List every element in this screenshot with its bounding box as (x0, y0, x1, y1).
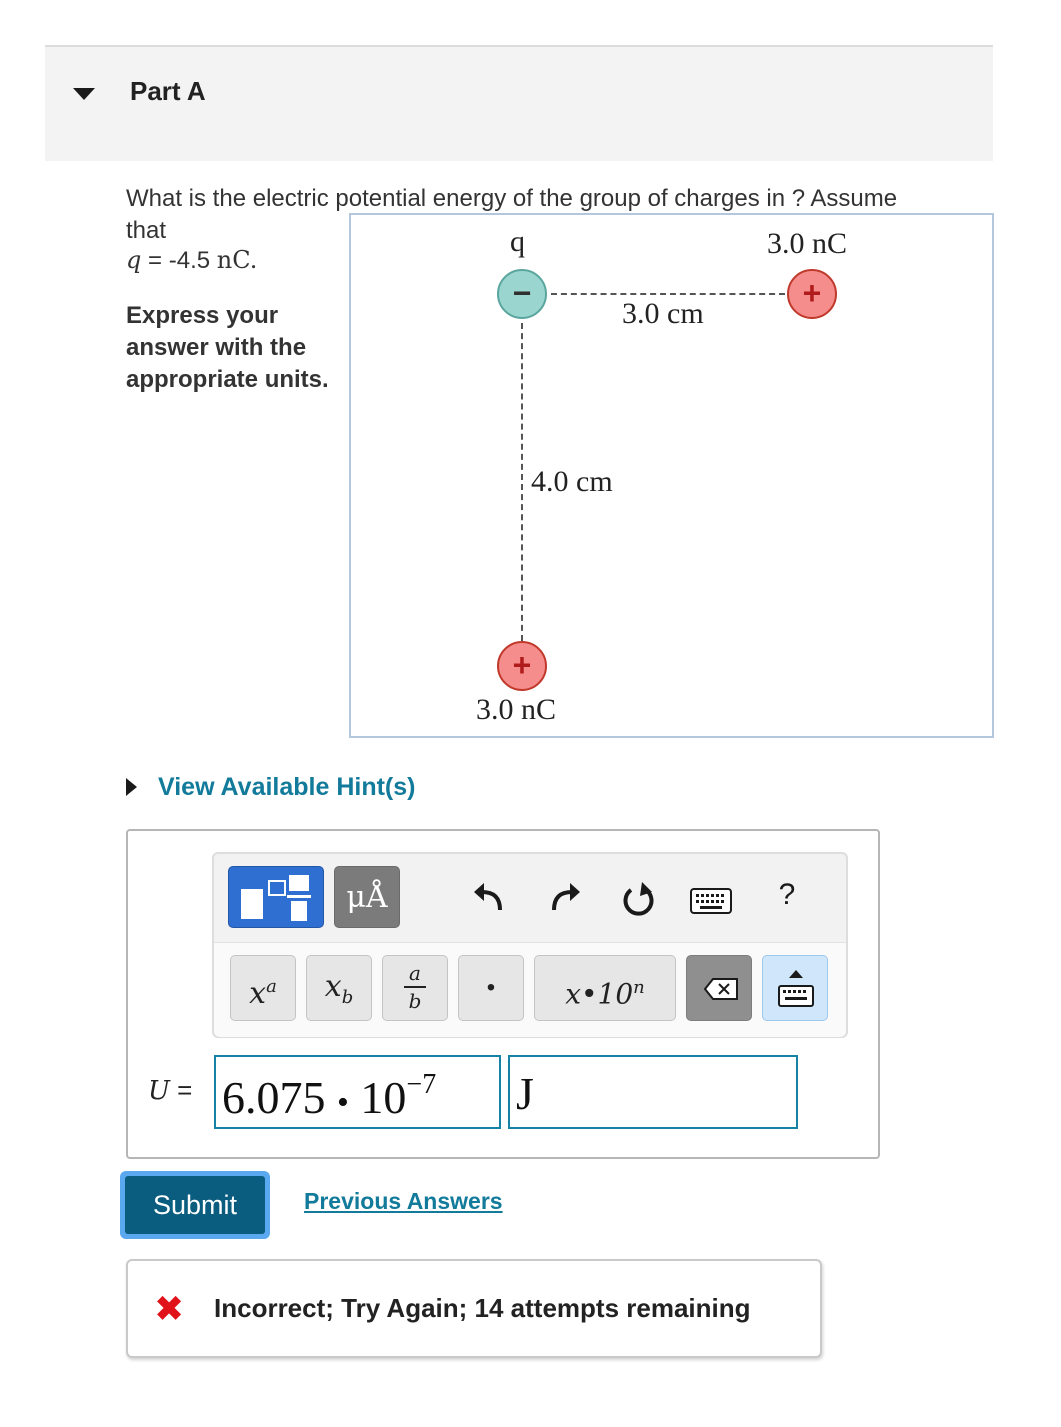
express-instructions: Express your answer with the appropriate units. (126, 302, 329, 393)
answer-var: U (148, 1076, 170, 1106)
bottom-positive-charge-icon: + (497, 641, 547, 691)
incorrect-icon: ✖ (154, 1288, 185, 1329)
answer-eq: = (169, 1075, 193, 1105)
charge-unit: nC. (216, 246, 258, 274)
charge-value (126, 246, 257, 275)
value-base: 10 (360, 1072, 407, 1123)
units-button[interactable]: μÅ (334, 866, 400, 928)
scientific-notation-button[interactable] (534, 955, 676, 1021)
unit-text: J (516, 1068, 534, 1119)
question-line2: that (126, 217, 167, 244)
sci-exp: n (633, 977, 645, 998)
backspace-icon (687, 956, 753, 1022)
charges-figure (349, 213, 994, 738)
redo-icon[interactable] (548, 880, 584, 916)
fraction-bar (404, 986, 426, 988)
positive-charge-icon: + (787, 269, 837, 319)
hint-expand-icon[interactable] (126, 778, 137, 796)
undo-icon[interactable] (470, 880, 506, 916)
subscript-sub: b (341, 987, 354, 1008)
keyboard-toggle-icon (763, 956, 829, 1022)
keyboard-toggle-button[interactable] (762, 955, 828, 1021)
previous-answers-link[interactable]: Previous Answers (304, 1188, 503, 1214)
view-hints-link[interactable]: View Available Hint(s) (158, 773, 416, 801)
fraction-numerator: a (409, 961, 421, 985)
backspace-button[interactable] (686, 955, 752, 1021)
templates-button[interactable] (228, 866, 324, 928)
horizontal-distance-label: 3.0 cm (622, 297, 704, 330)
answer-label (148, 1075, 192, 1106)
superscript-base: x (249, 976, 267, 1011)
q-label: q (510, 225, 525, 258)
templates-icon (229, 867, 325, 929)
vertical-dashed-line (521, 323, 523, 641)
subscript-base: x (324, 969, 342, 1004)
negative-charge-icon: − (497, 269, 547, 319)
keyboard-icon[interactable] (690, 888, 732, 914)
dot-button[interactable]: • (458, 955, 524, 1021)
value-text (222, 1068, 437, 1124)
fraction-button[interactable] (382, 955, 448, 1021)
superscript-button[interactable] (230, 955, 296, 1021)
reset-icon[interactable] (618, 880, 658, 920)
bottom-charge-label: 3.0 nC (476, 693, 557, 726)
charge-var: q (126, 246, 142, 274)
units-input[interactable] (508, 1055, 798, 1129)
vertical-distance-label: 4.0 cm (531, 465, 613, 498)
math-toolbar (212, 852, 848, 1038)
feedback-panel (126, 1259, 822, 1358)
toolbar-row-2 (214, 942, 846, 1037)
question-line1: What is the electric potential energy of the group of charges in ? Assume (126, 185, 898, 212)
value-times: • (337, 1084, 349, 1121)
feedback-message: Incorrect; Try Again; 14 attempts remaining (214, 1293, 751, 1323)
fraction-denominator: b (408, 989, 422, 1013)
top-right-charge-label: 3.0 nC (767, 227, 848, 260)
sci-label: x•10 (565, 977, 634, 1011)
value-input[interactable] (214, 1055, 501, 1129)
help-icon[interactable]: ? (778, 878, 796, 911)
part-title: Part A (130, 76, 206, 106)
value-exponent: −7 (406, 1068, 437, 1100)
collapse-triangle-icon[interactable] (73, 88, 95, 100)
submit-button[interactable]: Submit (125, 1176, 265, 1234)
superscript-exp: a (266, 976, 277, 997)
value-mantissa: 6.075 (222, 1072, 326, 1123)
subscript-button[interactable] (306, 955, 372, 1021)
charge-eq: = -4.5 (141, 247, 217, 274)
horizontal-dashed-line (551, 293, 785, 295)
